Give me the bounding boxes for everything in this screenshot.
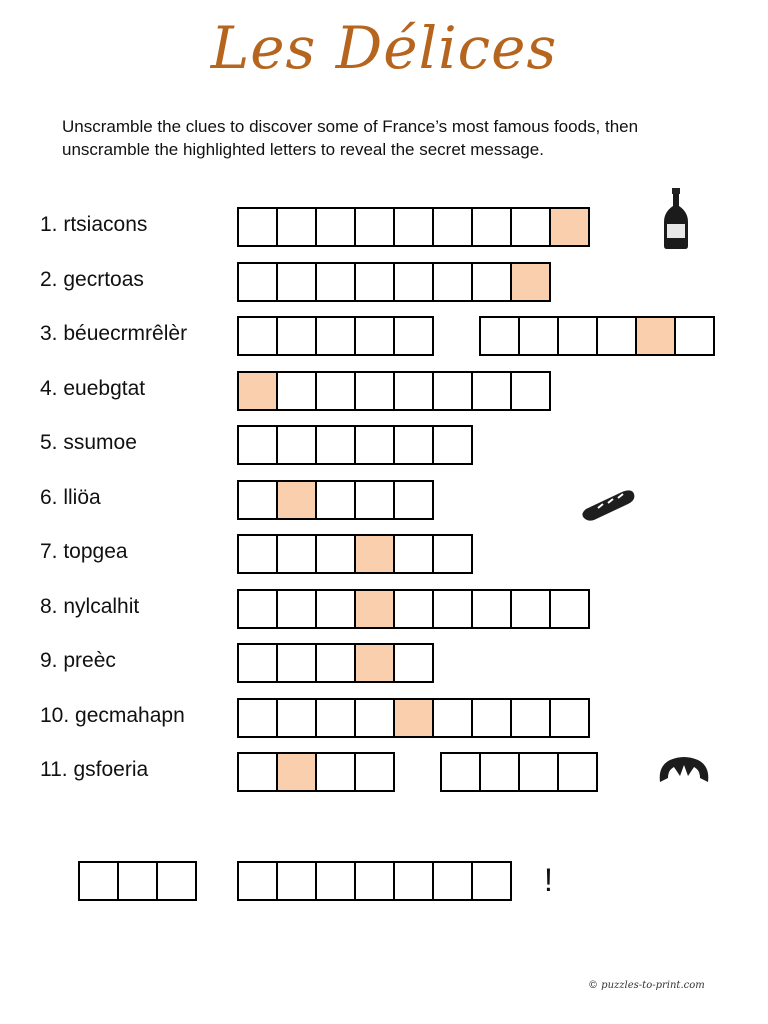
letter-box[interactable] [510,207,551,247]
letter-box[interactable] [276,316,317,356]
letter-box[interactable] [354,480,395,520]
letter-box[interactable] [354,371,395,411]
clue-label: 4. euebgtat [40,376,146,400]
clue-label: 2. gecrtoas [40,267,144,291]
secret-letter-box[interactable] [237,861,278,901]
letter-box[interactable] [393,425,434,465]
letter-box[interactable] [315,316,356,356]
letter-box[interactable] [393,480,434,520]
letter-box[interactable] [276,643,317,683]
highlighted-letter-box[interactable] [635,316,676,356]
letter-box[interactable] [276,425,317,465]
secret-letter-box[interactable] [78,861,119,901]
credit: © puzzles-to-print.com [588,980,705,991]
answer-word [479,316,715,356]
letter-box[interactable] [393,316,434,356]
letter-box[interactable] [237,207,278,247]
letter-box[interactable] [315,643,356,683]
secret-letter-box[interactable] [471,861,512,901]
highlighted-letter-box[interactable] [510,262,551,302]
letter-box[interactable] [393,262,434,302]
answer-word [237,643,434,683]
answer-word [237,371,551,411]
letter-box[interactable] [315,752,356,792]
letter-box[interactable] [471,589,512,629]
secret-letter-box[interactable] [315,861,356,901]
secret-word [237,861,512,901]
highlighted-letter-box[interactable] [354,589,395,629]
answer-word [237,698,590,738]
letter-box[interactable] [393,534,434,574]
letter-box[interactable] [393,207,434,247]
highlighted-letter-box[interactable] [276,480,317,520]
champagne-bottle-icon [655,186,697,252]
letter-box[interactable] [432,425,473,465]
letter-box[interactable] [237,534,278,574]
clue-label: 5. ssumoe [40,431,137,454]
letter-box[interactable] [549,589,590,629]
letter-box[interactable] [393,371,434,411]
letter-box[interactable] [557,316,598,356]
letter-box[interactable] [237,643,278,683]
answer-word [237,425,473,465]
letter-box[interactable] [315,589,356,629]
letter-box[interactable] [432,262,473,302]
highlighted-letter-box[interactable] [354,534,395,574]
letter-box[interactable] [237,752,278,792]
letter-box[interactable] [518,316,559,356]
letter-box[interactable] [674,316,715,356]
secret-letter-box[interactable] [393,861,434,901]
letter-box[interactable] [315,425,356,465]
instructions: Unscramble the clues to discover some of France’s most famous foods, then unscramble the highlighted letters to reveal the secret message. [62,117,639,159]
clue-label: 7. topgea [40,540,128,563]
letter-box[interactable] [315,207,356,247]
letter-box[interactable] [557,752,598,792]
secret-letter-box[interactable] [432,861,473,901]
letter-box[interactable] [276,589,317,629]
answer-word [237,207,590,247]
letter-box[interactable] [315,534,356,574]
letter-box[interactable] [276,207,317,247]
answer-word [440,752,598,792]
clue-label: 3. béuecrmrêlèr [40,322,188,345]
secret-letter-box[interactable] [156,861,197,901]
letter-box[interactable] [471,371,512,411]
secret-letter-box[interactable] [354,861,395,901]
letter-box[interactable] [510,698,551,738]
secret-letter-box[interactable] [276,861,317,901]
letter-box[interactable] [354,425,395,465]
letter-box[interactable] [237,316,278,356]
letter-box[interactable] [276,534,317,574]
letter-box[interactable] [276,262,317,302]
letter-box[interactable] [479,316,520,356]
clue-label: 9. preèc [40,649,116,672]
letter-box[interactable] [354,752,395,792]
letter-box[interactable] [354,698,395,738]
letter-box[interactable] [432,371,473,411]
letter-box[interactable] [315,698,356,738]
letter-box[interactable] [510,371,551,411]
secret-word [78,861,197,901]
highlighted-letter-box[interactable] [237,371,278,411]
letter-box[interactable] [315,480,356,520]
croissant-icon [654,748,714,788]
letter-box[interactable] [393,589,434,629]
letter-box[interactable] [237,698,278,738]
letter-box[interactable] [237,589,278,629]
letter-box[interactable] [315,262,356,302]
highlighted-letter-box[interactable] [354,643,395,683]
letter-box[interactable] [432,207,473,247]
letter-box[interactable] [471,262,512,302]
letter-box[interactable] [354,316,395,356]
letter-box[interactable] [354,262,395,302]
letter-box[interactable] [432,698,473,738]
answer-word [237,752,395,792]
answer-word [237,480,434,520]
answer-word [237,316,434,356]
highlighted-letter-box[interactable] [276,752,317,792]
letter-box[interactable] [596,316,637,356]
letter-box[interactable] [518,752,559,792]
letter-box[interactable] [432,589,473,629]
letter-box[interactable] [393,643,434,683]
page-title: Les Délices [210,14,558,82]
clue-label: 10. gecmahapn [40,703,185,727]
secret-letter-box[interactable] [117,861,158,901]
clue-label: 1. rtsiacons [40,213,148,236]
answer-word [237,262,551,302]
answer-word [237,589,590,629]
letter-box[interactable] [276,698,317,738]
clue-label: 11. gsfoeria [40,758,149,781]
letter-box[interactable] [549,698,590,738]
highlighted-letter-box[interactable] [549,207,590,247]
letter-box[interactable] [479,752,520,792]
letter-box[interactable] [510,589,551,629]
letter-box[interactable] [276,371,317,411]
letter-box[interactable] [237,262,278,302]
clue-label: 6. lliöa [40,485,101,509]
letter-box[interactable] [471,698,512,738]
answer-word [237,534,473,574]
letter-box[interactable] [237,480,278,520]
letter-box[interactable] [440,752,481,792]
letter-box[interactable] [432,534,473,574]
letter-box[interactable] [354,207,395,247]
clue-label: 8. nylcalhit [40,594,140,618]
secret-exclamation: ! [544,862,553,898]
letter-box[interactable] [471,207,512,247]
baguette-icon [578,484,638,526]
highlighted-letter-box[interactable] [393,698,434,738]
letter-box[interactable] [237,425,278,465]
letter-box[interactable] [315,371,356,411]
